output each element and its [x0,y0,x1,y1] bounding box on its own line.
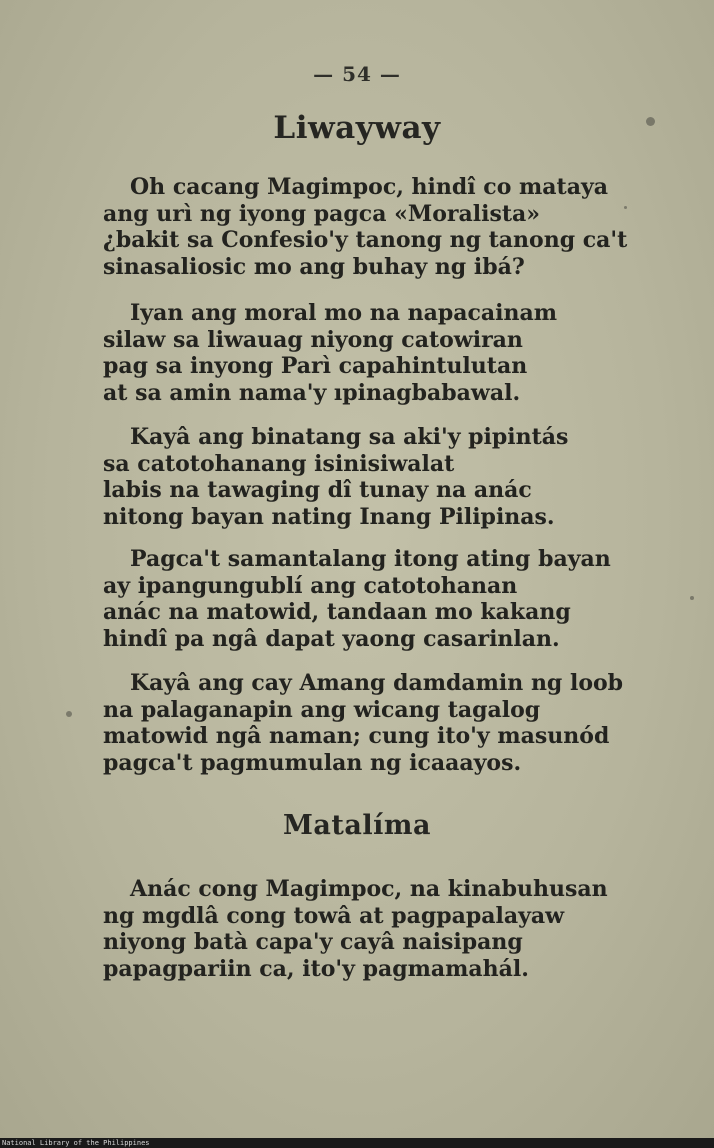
footer-credit: National Library of the Philippines [2,1139,150,1147]
stanza-line: Kayâ ang binatang sa aki'y pipintás [130,424,569,450]
stanza-6 [103,876,663,982]
stanza-line: labis na tawaging dî tunay na anác [103,477,532,503]
footer-bar [0,1138,714,1148]
stanza-line: papagpariin ca, ito'y pagmamahál. [103,955,529,982]
stanza-line: silaw sa liwauag niyong catowiran [103,326,523,353]
stanza-line: pag sa inyong Parì capahintulutan [103,353,528,379]
stanza-line: ng mgdlâ cong towâ at pagpapalayaw [103,902,565,929]
scan-speck [646,117,655,126]
stanza-2 [103,300,663,406]
stanza-line: matowid ngâ naman; cung ito'y masunód [103,723,610,749]
stanza-line: anác na matowid, tandaan mo kakang [103,599,571,625]
stanza-3 [103,424,663,530]
stanza-line: nitong bayan nating Inang Pilipinas. [103,503,555,530]
poem-title-liwayway: Liwayway [273,110,441,146]
scan-speck [690,596,694,600]
stanza-line: na palaganapin ang wicang tagalog [103,696,541,723]
stanza-5 [103,670,663,776]
stanza-line: Oh cacang Magimpoc, hindî co mataya [130,174,609,200]
poem-title-matalima: Matalíma [283,810,431,841]
scan-speck [624,206,627,209]
stanza-line: pagca't pagmumulan ng icaaayos. [103,749,522,776]
scan-speck [66,711,72,717]
stanza-line: Kayâ ang cay Amang damdamin ng loob [130,670,624,696]
stanza-line: sinasaliosic mo ang buhay ng ibá? [103,253,525,280]
stanza-line: ay ipangungublí ang catotohanan [103,572,518,599]
stanza-line: ¿bakit sa Confesio'y tanong ng tanong ca't [103,227,628,253]
stanza-line: hindî pa ngâ dapat yaong casarinlan. [103,625,560,652]
stanza-line: ang urì ng iyong pagca «Moralista» [103,200,541,227]
stanza-4 [103,546,663,652]
page-number: — 54 — [313,62,401,86]
stanza-line: niyong batà capa'y cayâ naisipang [103,929,523,955]
stanza-line: at sa amin nama'y ıpinagbabawal. [103,379,521,406]
stanza-1 [103,174,663,280]
stanza-line: Pagca't samantalang itong ating bayan [130,546,611,572]
stanza-line: sa catotohanang isinisiwalat [103,450,455,477]
stanza-line: Anác cong Magimpoc, na kinabuhusan [130,876,608,902]
stanza-line: Iyan ang moral mo na napacainam [130,300,558,326]
